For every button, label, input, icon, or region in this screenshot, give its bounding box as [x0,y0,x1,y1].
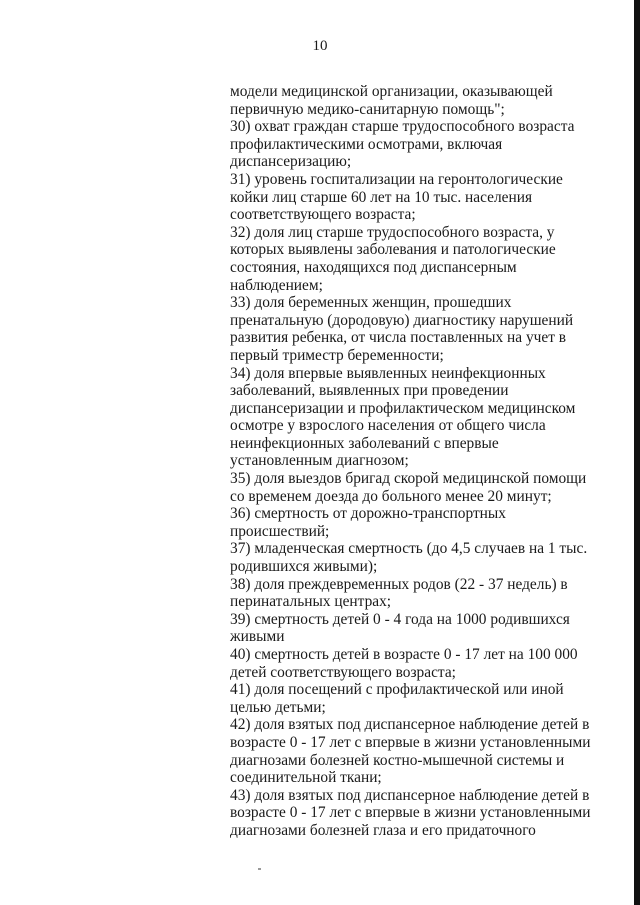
text-line: осмотре у взрослого населения от общего числа [230,417,546,435]
text-line: 38) доля преждевременных родов (22 - 37 недель) в [230,575,568,593]
scan-speck [258,868,261,870]
text-line: происшествий; [230,522,330,540]
text-line: диспансеризации и профилактическом медицинском [230,399,576,417]
text-line: которых выявлены заболевания и патологические [230,241,556,259]
text-line: 30) охват граждан старше трудоспособного возраста [230,118,575,136]
text-line: возрасте 0 - 17 лет с впервые в жизни установленными [230,733,591,751]
text-line: развития ребенка, от числа поставленных на учет в [230,329,567,347]
text-line: возрасте 0 - 17 лет с впервые в жизни установленными [230,804,591,822]
text-line: живыми [230,628,285,646]
text-line: 37) младенческая смертность (до 4,5 случаев на 1 тыс. [230,540,588,558]
document-body [230,83,630,840]
text-line: модели медицинской организации, оказывающей [230,83,553,100]
text-line: диагнозами болезней глаза и его придаточного [230,821,536,839]
text-line: наблюдением; [230,276,323,294]
text-line: перинатальных центрах; [230,593,392,611]
text-line: койки лиц старше 60 лет на 10 тыс. населения [230,188,533,206]
text-line: неинфекционных заболеваний с впервые [230,434,499,452]
text-line: 41) доля посещений с профилактической или иной [230,681,564,699]
text-line: первый триместр беременности; [230,346,444,364]
text-line: 43) доля взятых под диспансерное наблюдение детей в [230,786,590,804]
scan-edge-shadow [634,0,640,905]
text-line: пренатальную (дородовую) диагностику нарушений [230,311,574,329]
text-line: 31) уровень госпитализации на геронтологические [230,170,563,188]
page-number: 10 [312,38,328,54]
text-line: 42) доля взятых под диспансерное наблюдение детей в [230,716,590,734]
text-line: состояния, находящихся под диспансерным [230,258,517,276]
text-line: родившихся живыми); [230,558,378,576]
text-line: 33) доля беременных женщин, прошедших [230,294,512,312]
text-line: 39) смертность детей 0 - 4 года на 1000 родившихся [230,610,570,628]
text-line: установленным диагнозом; [230,452,409,470]
text-line: 32) доля лиц старше трудоспособного возраста, у [230,223,555,241]
text-line: профилактическими осмотрами, включая [230,135,503,153]
text-line: 40) смертность детей в возрасте 0 - 17 лет на 100 000 [230,646,578,663]
text-line: соответствующего возраста; [230,206,416,224]
text-line: заболеваний, выявленных при проведении [230,382,509,400]
text-line: 35) доля выездов бригад скорой медицинской помощи [230,470,587,488]
text-line: детей соответствующего возраста; [230,663,456,681]
text-line: 34) доля впервые выявленных неинфекционных [230,364,546,382]
text-line: соединительной ткани; [230,769,382,787]
text-line: целью детьми; [230,698,326,716]
text-line: диспансеризацию; [230,153,352,171]
text-line: со временем доезда до больного менее 20 минут; [230,487,552,505]
text-line: первичную медико-санитарную помощь"; [230,100,505,118]
text-line: диагнозами болезней костно-мышечной системы и [230,751,565,769]
text-line: 36) смертность от дорожно-транспортных [230,505,506,523]
